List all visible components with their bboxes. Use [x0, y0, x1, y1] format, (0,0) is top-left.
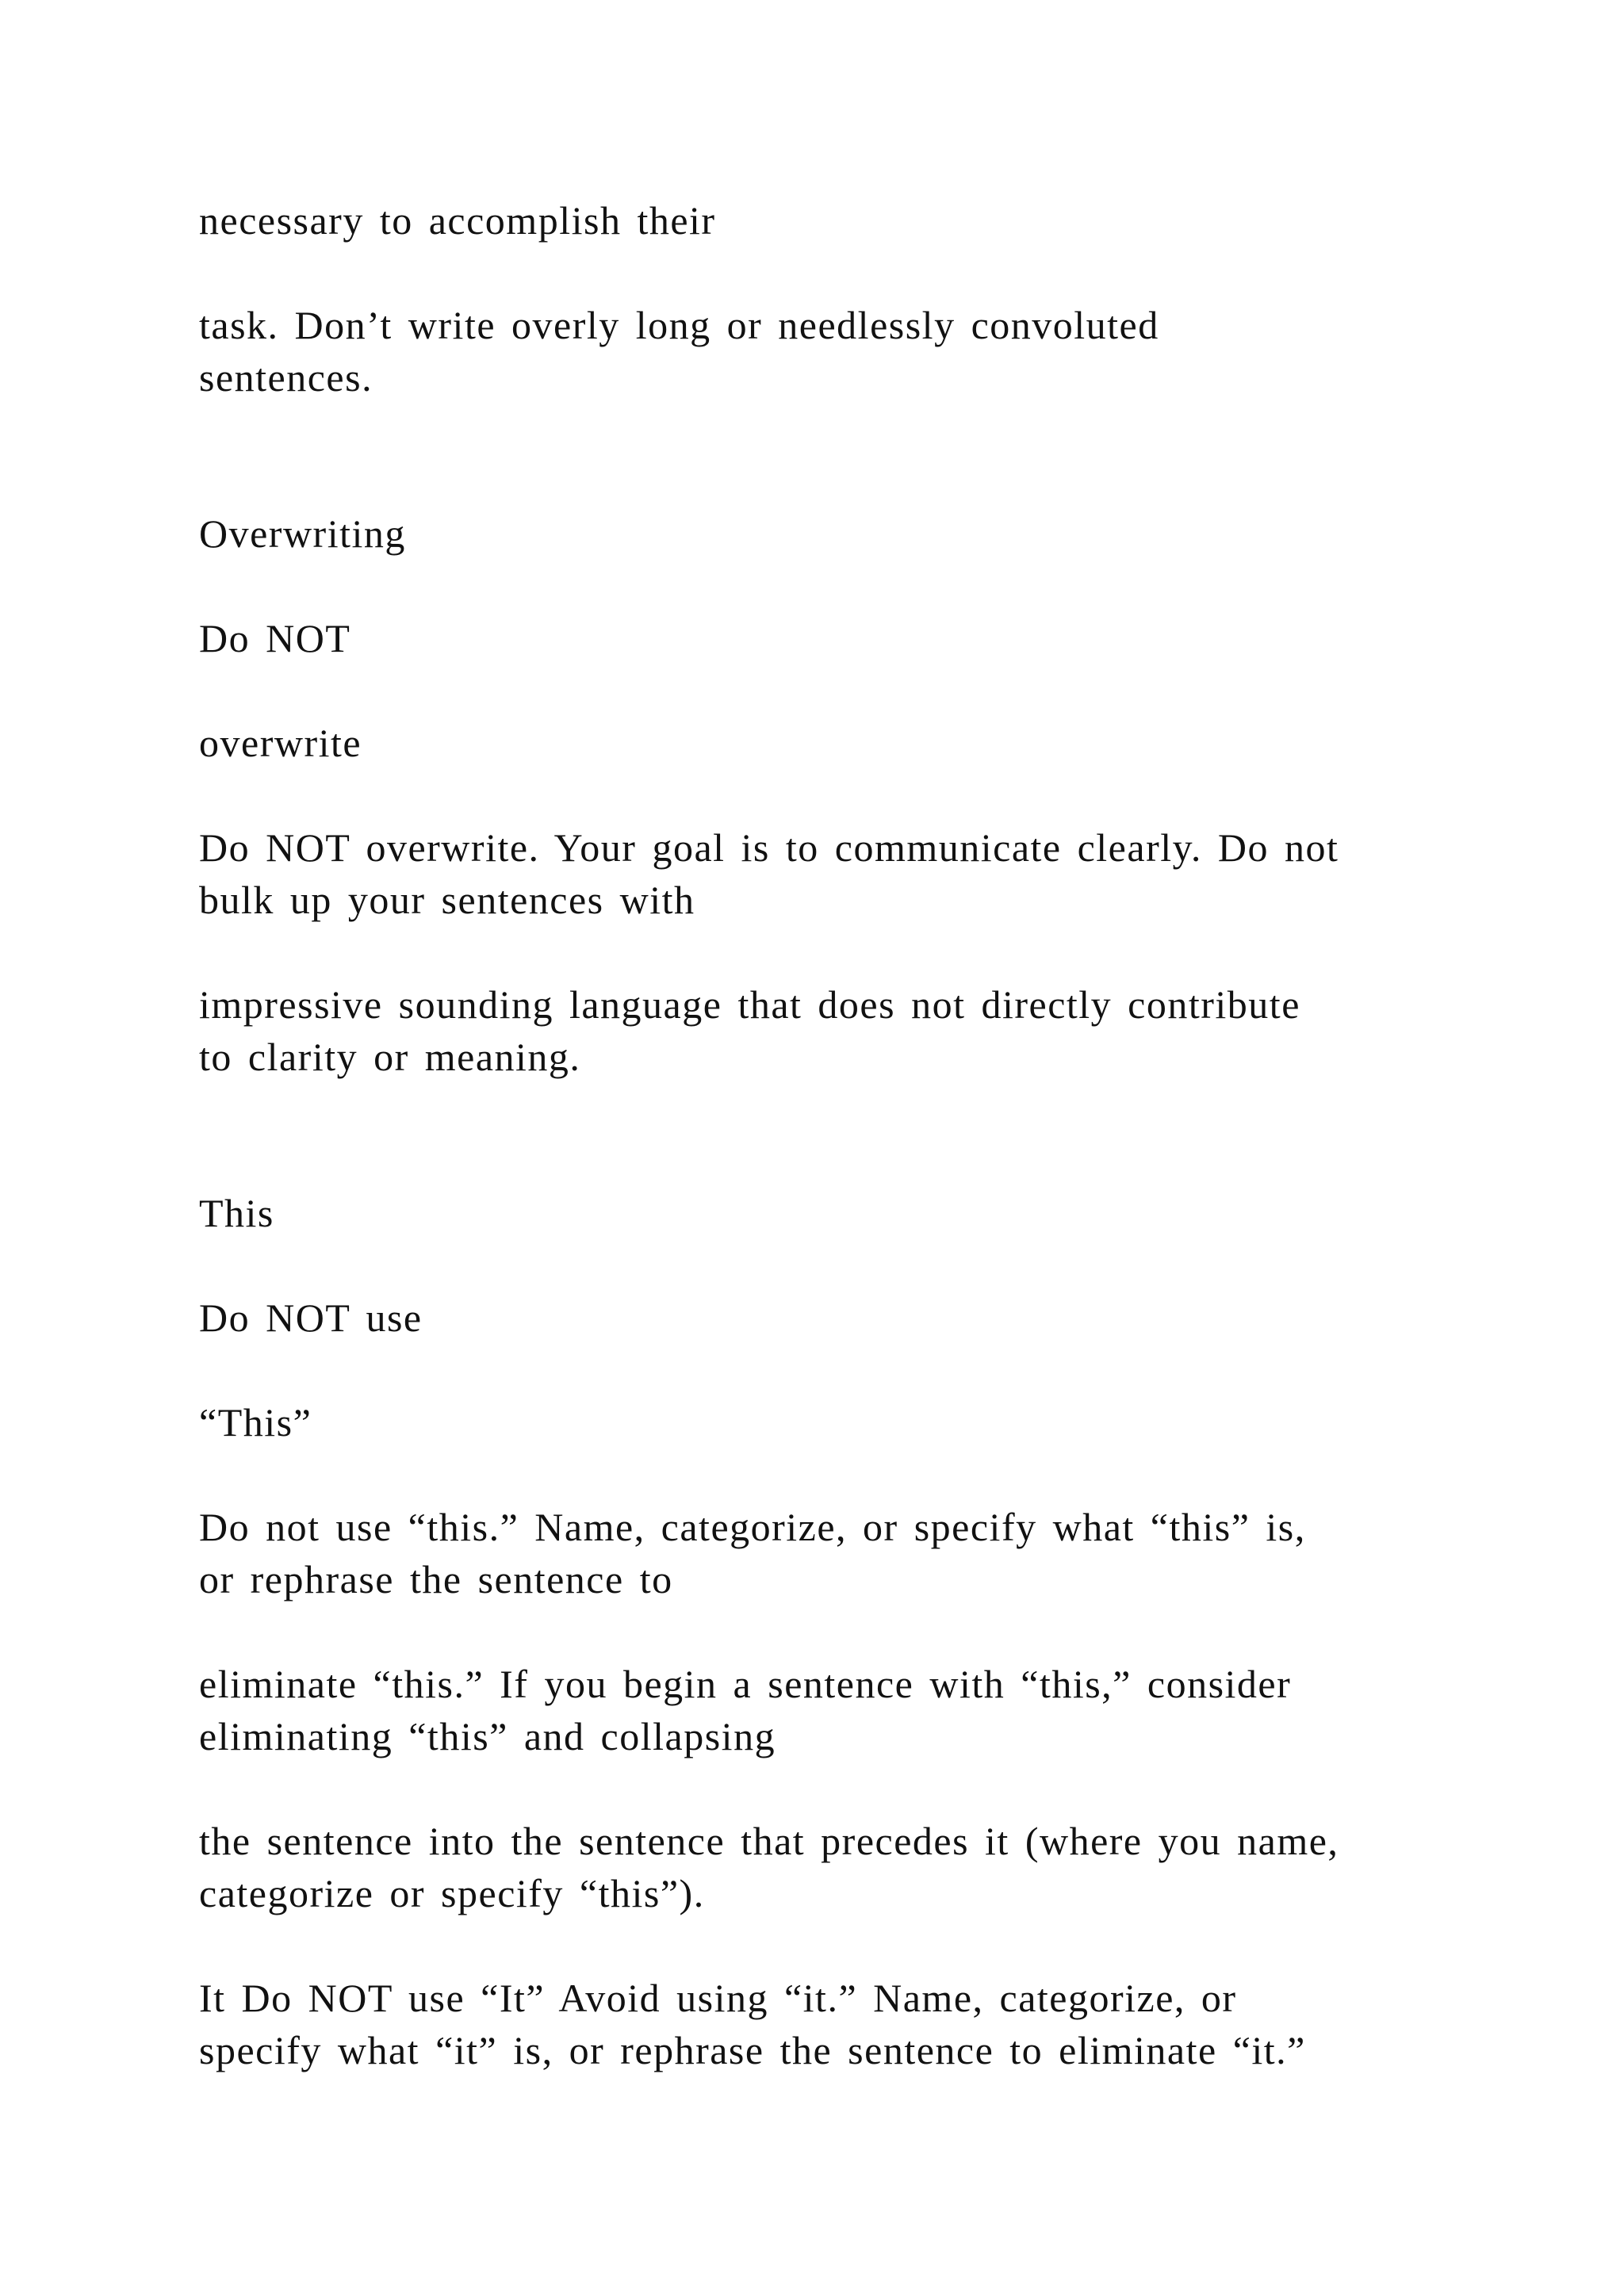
rule-keyword: overwrite [199, 721, 362, 765]
text-line: eliminating “this” and collapsing [199, 1714, 776, 1758]
text-line: task. Don’t write overly long or needlessly convoluted [199, 303, 1159, 347]
text-line: to clarity or meaning. [199, 1035, 581, 1079]
section-heading: Overwriting [199, 511, 406, 556]
rule-keyword: “This” [199, 1400, 312, 1445]
text-line: categorize or specify “this”). [199, 1871, 705, 1915]
text-line: impressive sounding language that does not directly contribute [199, 982, 1300, 1027]
text-line: specify what “it” is, or rephrase the sentence to eliminate “it.” [199, 2028, 1306, 2072]
section-heading: This [199, 1191, 274, 1235]
text-line: eliminate “this.” If you begin a sentence with “this,” consider [199, 1662, 1292, 1706]
text-line: sentences. [199, 355, 373, 400]
text-line: Do NOT overwrite. Your goal is to communicate clearly. Do not [199, 825, 1339, 870]
rule-label: Do NOT [199, 616, 351, 660]
text-line: It Do NOT use “It” Avoid using “it.” Name, categorize, or [199, 1976, 1237, 2020]
text-line: or rephrase the sentence to [199, 1557, 673, 1601]
text-line: Do not use “this.” Name, categorize, or specify what “this” is, [199, 1505, 1306, 1549]
text-line: the sentence into the sentence that precedes it (where you name, [199, 1819, 1339, 1863]
rule-label: Do NOT use [199, 1295, 423, 1340]
text-line: bulk up your sentences with [199, 878, 695, 922]
text-line: necessary to accomplish their [199, 198, 716, 243]
